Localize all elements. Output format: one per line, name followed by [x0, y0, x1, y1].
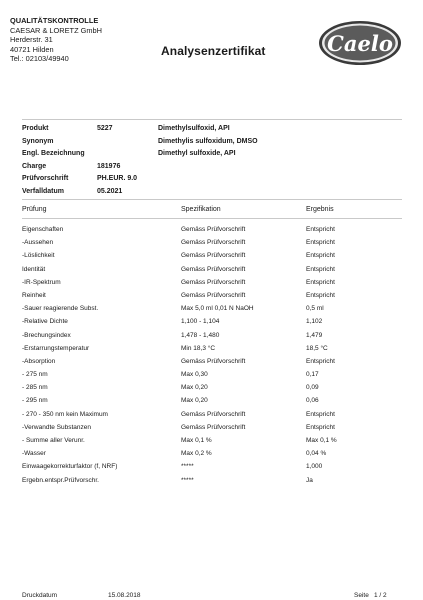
- cell-result: Ja: [306, 476, 313, 484]
- print-date-label: Druckdatum: [22, 592, 58, 599]
- table-row: [22, 450, 402, 463]
- page-footer: [22, 592, 402, 600]
- cell-result: 1,479: [306, 331, 323, 339]
- table-row: [22, 437, 402, 450]
- cell-test: -Verwandte Substanzen: [22, 423, 92, 431]
- cell-specification: Max 0,1 %: [181, 437, 212, 444]
- info-label: Synonym: [22, 137, 54, 145]
- cell-specification: Gemäss Prüfvorschrift: [181, 423, 246, 431]
- cell-specification: Max 5,0 ml 0,01 N NaOH: [181, 305, 254, 313]
- page-label: Seite: [354, 592, 369, 599]
- cell-specification: Gemäss Prüfvorschrift: [181, 226, 246, 233]
- cell-specification: Gemäss Prüfvorschrift: [181, 410, 246, 418]
- caelo-logo: [318, 20, 402, 66]
- cell-specification: Gemäss Prüfvorschrift: [181, 239, 246, 247]
- cell-result: 0,17: [306, 371, 319, 379]
- cell-result: 0,5 ml: [306, 305, 324, 313]
- header-specification: Spezifikation: [181, 206, 221, 213]
- info-label: Verfalldatum: [22, 187, 65, 195]
- cell-test: - 270 - 350 nm kein Maximum: [22, 410, 108, 418]
- table-row: [22, 279, 402, 292]
- cell-result: Entspricht: [306, 252, 335, 260]
- header-test: Prüfung: [22, 206, 47, 213]
- cell-specification: Min 18,3 °C: [181, 344, 216, 352]
- cell-result: Entspricht: [306, 239, 335, 247]
- cell-test: Ergebn.entspr.Prüfvorschr.: [22, 476, 99, 484]
- info-value: 5227: [97, 125, 113, 132]
- table-row: [22, 292, 402, 305]
- cell-test: -Brechungsindex: [22, 331, 71, 339]
- table-row: [22, 371, 402, 384]
- department-name: QUALITÄTSKONTROLLE: [10, 16, 99, 25]
- cell-specification: 1,100 - 1,104: [181, 318, 220, 326]
- cell-test: -Wasser: [22, 450, 46, 458]
- info-label: Produkt: [22, 125, 49, 132]
- results-table-header: [22, 206, 402, 216]
- cell-result: Entspricht: [306, 410, 335, 418]
- cell-specification: Gemäss Prüfvorschrift: [181, 291, 246, 299]
- info-description: Dimethyl sulfoxide, API: [158, 150, 236, 157]
- results-table-body: [22, 226, 402, 490]
- cell-specification: Gemäss Prüfvorschrift: [181, 265, 246, 273]
- table-row: [22, 411, 402, 424]
- cell-result: 0,06: [306, 397, 319, 405]
- table-row: [22, 397, 402, 410]
- cell-result: Entspricht: [306, 226, 335, 233]
- cell-specification: Max 0,30: [181, 371, 208, 379]
- cell-test: -Absorption: [22, 357, 56, 365]
- cell-specification: 1,478 - 1,480: [181, 331, 220, 339]
- info-description: Dimethylis sulfoxidum, DMSO: [158, 137, 258, 145]
- table-row: [22, 266, 402, 279]
- cell-specification: *****: [181, 476, 194, 484]
- cell-test: - Summe aller Verunr.: [22, 437, 85, 444]
- header-result: Ergebnis: [306, 206, 334, 213]
- info-row-batch: [22, 163, 402, 176]
- cell-test: Einwaagekorrekturfaktor (f, NRF): [22, 463, 118, 471]
- info-value: 05.2021: [97, 187, 123, 195]
- info-label: Engl. Bezeichnung: [22, 150, 85, 157]
- table-row: [22, 305, 402, 318]
- page-number: 1 / 2: [374, 592, 387, 599]
- info-row-product: [22, 125, 402, 138]
- info-divider: [22, 199, 402, 200]
- cell-test: -Aussehen: [22, 239, 54, 247]
- company-city: 40721 Hilden: [10, 44, 54, 54]
- cell-specification: Gemäss Prüfvorschrift: [181, 252, 246, 260]
- info-value: PH.EUR. 9.0: [97, 175, 138, 182]
- table-row: [22, 463, 402, 476]
- table-row: [22, 424, 402, 437]
- company-name: CAESAR & LORETZ GmbH: [10, 25, 102, 35]
- cell-test: -IR-Spektrum: [22, 278, 61, 286]
- table-row: [22, 252, 402, 265]
- cell-test: -Erstarrungstemperatur: [22, 344, 90, 352]
- company-phone: Tel.: 02103/49940: [10, 54, 69, 64]
- cell-test: Identität: [22, 265, 46, 273]
- table-row: [22, 477, 402, 490]
- cell-specification: Gemäss Prüfvorschrift: [181, 357, 246, 365]
- table-row: [22, 226, 402, 239]
- product-info: [22, 125, 402, 200]
- print-date: 15.08.2018: [108, 592, 141, 599]
- cell-test: - 285 nm: [22, 384, 48, 392]
- cell-test: -Sauer reagierende Subst.: [22, 305, 99, 313]
- cell-test: -Löslichkeit: [22, 252, 55, 260]
- cell-test: -Relative Dichte: [22, 318, 68, 326]
- cell-result: Entspricht: [306, 357, 335, 365]
- cell-specification: *****: [181, 463, 194, 471]
- info-row-synonym: [22, 138, 402, 151]
- header-divider: [22, 119, 402, 120]
- cell-specification: Max 0,20: [181, 384, 208, 392]
- table-row: [22, 345, 402, 358]
- info-row-english-name: [22, 150, 402, 163]
- document-title: Analysenzertifikat: [161, 44, 266, 58]
- info-row-test-method: [22, 175, 402, 188]
- cell-result: 0,09: [306, 384, 319, 392]
- company-street: Herderstr. 31: [10, 35, 53, 45]
- cell-specification: Gemäss Prüfvorschrift: [181, 278, 246, 286]
- cell-test: - 295 nm: [22, 397, 48, 405]
- cell-test: Eigenschaften: [22, 226, 64, 233]
- cell-result: 1,000: [306, 463, 323, 471]
- cell-result: 18,5 °C: [306, 344, 328, 352]
- cell-result: Entspricht: [306, 265, 335, 273]
- info-label: Prüfvorschrift: [22, 175, 69, 182]
- table-row: [22, 358, 402, 371]
- cell-test: Reinheit: [22, 291, 46, 299]
- table-row: [22, 318, 402, 331]
- table-row: [22, 332, 402, 345]
- cell-result: Entspricht: [306, 291, 335, 299]
- cell-result: 1,102: [306, 318, 323, 326]
- info-value: 181976: [97, 162, 121, 170]
- logo-text: Caelo: [327, 31, 393, 56]
- info-description: Dimethylsulfoxid, API: [158, 125, 230, 132]
- cell-specification: Max 0,20: [181, 397, 208, 405]
- cell-result: Entspricht: [306, 423, 335, 431]
- info-label: Charge: [22, 162, 47, 170]
- table-row: [22, 384, 402, 397]
- cell-specification: Max 0,2 %: [181, 450, 212, 458]
- cell-test: - 275 nm: [22, 371, 48, 379]
- cell-result: Entspricht: [306, 278, 335, 286]
- company-address: [10, 16, 102, 64]
- cell-result: 0,04 %: [306, 450, 327, 458]
- table-header-divider: [22, 218, 402, 219]
- table-row: [22, 239, 402, 252]
- cell-result: Max 0,1 %: [306, 437, 337, 444]
